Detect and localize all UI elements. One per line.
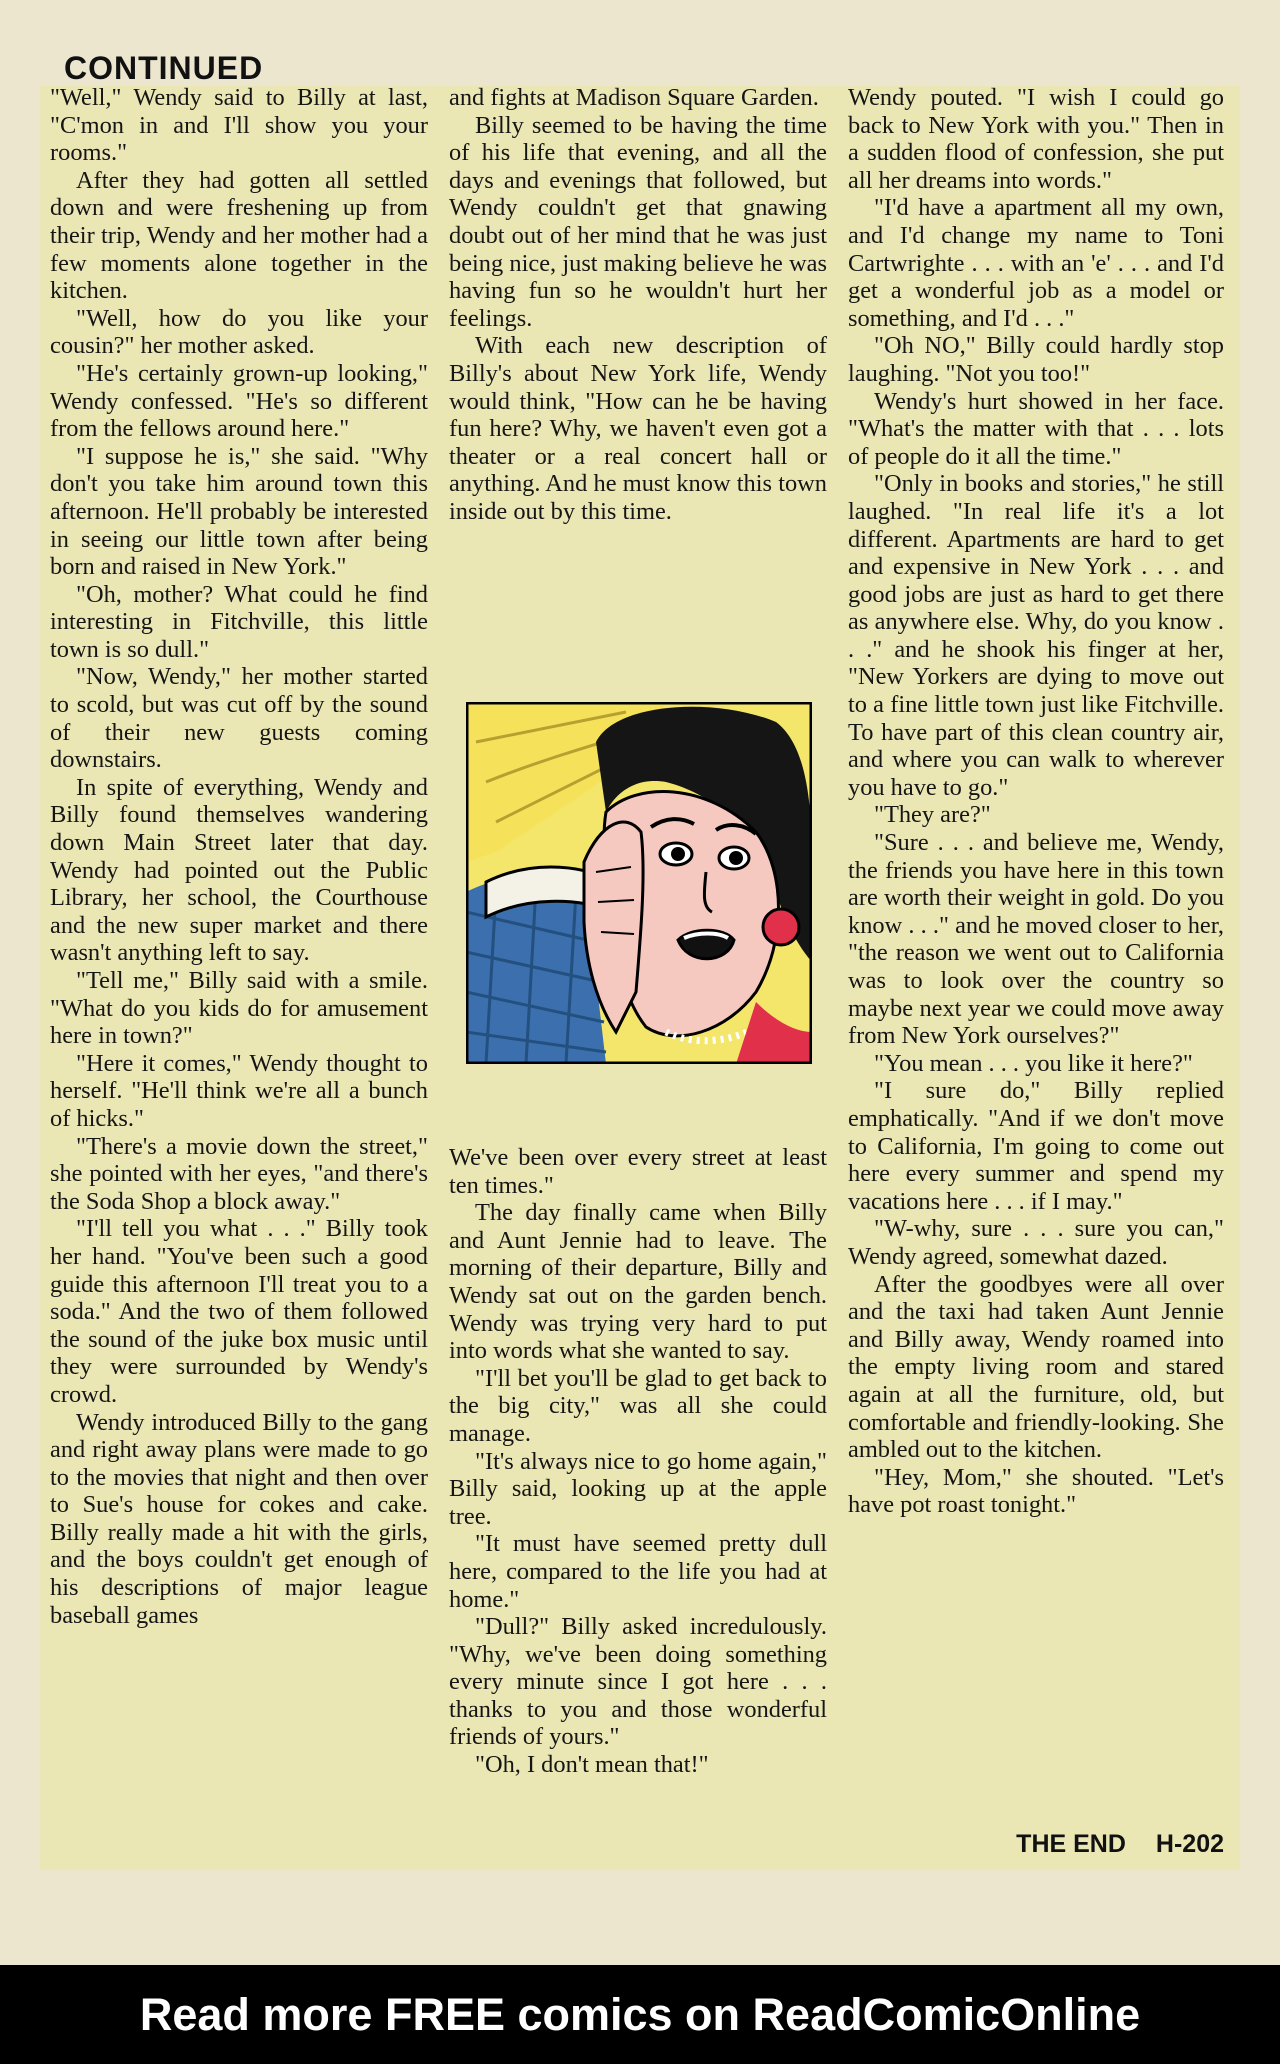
paragraph: After the goodbyes were all over and the taxi had taken Aunt Jennie and Billy away, Wendy roamed into the empty living room and stared again at all the furniture, old, but comfortable and friendly-looking. She ambled out to the kitchen.	[848, 1270, 1224, 1464]
paragraph: Wendy pouted. "I wish I could go back to New York with you." Then in a sudden flood of confession, she put all her dreams into words."	[848, 84, 1224, 194]
continued-heading: CONTINUED	[64, 50, 264, 86]
paragraph: Wendy's hurt showed in her face. "What's the matter with that . . . lots of people do it all the time."	[848, 387, 1224, 470]
text-column-2-bottom	[449, 1144, 827, 1779]
illustration-panel	[466, 702, 812, 1064]
paragraph: "Well," Wendy said to Billy at last, "C'mon in and I'll show you your rooms."	[50, 84, 428, 167]
pupil-right	[729, 851, 743, 865]
earring	[763, 909, 799, 945]
pupil-left	[671, 847, 685, 861]
paragraph: "I sure do," Billy replied emphatically. "And if we don't move to California, I'm going to come out here every summer and spend my vacations here . . . if I may."	[848, 1077, 1224, 1215]
paragraph: In spite of everything, Wendy and Billy found themselves wandering down Main Street later that day. Wendy had pointed out the Public Library, her school, the Courthouse and the new super market and there wasn't anything left to say.	[50, 773, 428, 967]
paragraph: "It's always nice to go home again," Billy said, looking up at the apple tree.	[449, 1447, 827, 1530]
read-more-banner-link[interactable]: Read more FREE comics on ReadComicOnline	[0, 1965, 1280, 2064]
story-code: H-202	[1155, 1830, 1224, 1858]
paragraph: and fights at Madison Square Garden.	[449, 84, 819, 111]
paragraph: "Oh NO," Billy could hardly stop laughing. "Not you too!"	[848, 332, 1224, 387]
paragraph: "There's a movie down the street," she pointed with her eyes, "and there's the Soda Shop a block away."	[50, 1132, 428, 1215]
story-ending	[848, 1830, 1224, 1859]
paragraph: "I'd have a apartment all my own, and I'd change my name to Toni Cartwrighte . . . with an 'e' . . . and I'd get a wonderful job as a model or something, and I'd . . ."	[848, 194, 1224, 332]
paragraph: "They are?"	[874, 801, 991, 829]
paragraph: "Sure . . . and believe me, Wendy, the friends you have here in this town are worth their weight in gold. Do you know . . ." and he moved closer to her, "the reason we went out to California was to look over the country so maybe next year we could move away from New York ourselves?"	[848, 829, 1224, 1050]
paragraph: "Well, how do you like your cousin?" her mother asked.	[50, 304, 428, 360]
paragraph: "Oh, mother? What could he find interesting in Fitchville, this little town is so dull."	[50, 580, 428, 663]
paragraph: The day finally came when Billy and Aunt Jennie had to leave. The morning of their departure, Billy and Wendy sat out on the garden bench. Wendy was trying very hard to put into words what she wanted to say.	[449, 1199, 827, 1365]
paragraph: After they had gotten all settled down and were freshening up from their trip, Wendy and her mother had a few moments alone together in the kitchen.	[50, 166, 428, 305]
text-column-1	[50, 84, 428, 1629]
text-column-3	[848, 84, 1224, 1519]
paragraph: "I suppose he is," she said. "Why don't you take him around town this afternoon. He'll probably be interested in seeing our little town after being born and raised in New York."	[50, 442, 428, 581]
paragraph: Billy seemed to be having the time of his life that evening, and all the days and evenings that followed, but Wendy couldn't get that gnawing doubt out of her mind that he was just being nice, just making believe he was having fun so he wouldn't hurt her feelings.	[449, 111, 827, 332]
paragraph: Wendy introduced Billy to the gang and right away plans were made to go to the movies that night and then over to Sue's house for cokes and cake. Billy really made a hit with the girls, and the boys couldn't get enough of his descriptions of major league baseball games	[50, 1408, 428, 1629]
paragraph: With each new description of Billy's about New York life, Wendy would think, "How can he be having fun here? Why, we haven't even got a theater or a real concert hall or anything. And he must know this town inside out by this time.	[449, 332, 827, 525]
paragraph: "Here it comes," Wendy thought to herself. "He'll think we're all a bunch of hicks."	[50, 1049, 428, 1132]
paragraph: "Oh, I don't mean that!"	[475, 1751, 709, 1779]
paragraph: "W-why, sure . . . sure you can," Wendy agreed, somewhat dazed.	[848, 1215, 1224, 1270]
paragraph: We've been over every street at least ten times."	[449, 1144, 827, 1199]
paragraph: "Dull?" Billy asked incredulously. "Why, we've been doing something every minute since I got here . . . thanks to you and those wonderful friends of yours."	[449, 1613, 827, 1751]
paragraph: "Tell me," Billy said with a smile. "What do you kids do for amusement here in town?"	[50, 967, 428, 1050]
paragraph: "You mean . . . you like it here?"	[874, 1049, 1193, 1077]
paragraph: "I'll bet you'll be glad to get back to the big city," was all she could manage.	[449, 1364, 827, 1447]
paragraph: "Now, Wendy," her mother started to scold, but was cut off by the sound of their new guests coming downstairs.	[50, 663, 428, 774]
paragraph: "It must have seemed pretty dull here, compared to the life you had at home."	[449, 1530, 827, 1613]
the-end-label: THE END	[1016, 1830, 1126, 1858]
text-column-2-top	[449, 84, 827, 526]
paragraph: "Only in books and stories," he still laughed. "In real life it's a lot different. Apartments are hard to get and expensive in New York . . . and good jobs are just as hard to get there as anywhere else. Why, do you know . . ." and he shook his finger at her, "New Yorkers are dying to move out to a fine little town just like Fitchville. To have part of this clean country air, and where you can walk to wherever you have to go."	[848, 470, 1224, 801]
paragraph: "He's certainly grown-up looking," Wendy confessed. "He's so different from the fellows around here."	[50, 359, 428, 443]
paragraph: "I'll tell you what . . ." Billy took her hand. "You've been such a good guide this afternoon I'll treat you to a soda." And the two of them followed the sound of the juke box music until they were surrounded by Wendy's crowd.	[50, 1215, 428, 1408]
paragraph: "Hey, Mom," she shouted. "Let's have pot roast tonight."	[848, 1463, 1224, 1519]
